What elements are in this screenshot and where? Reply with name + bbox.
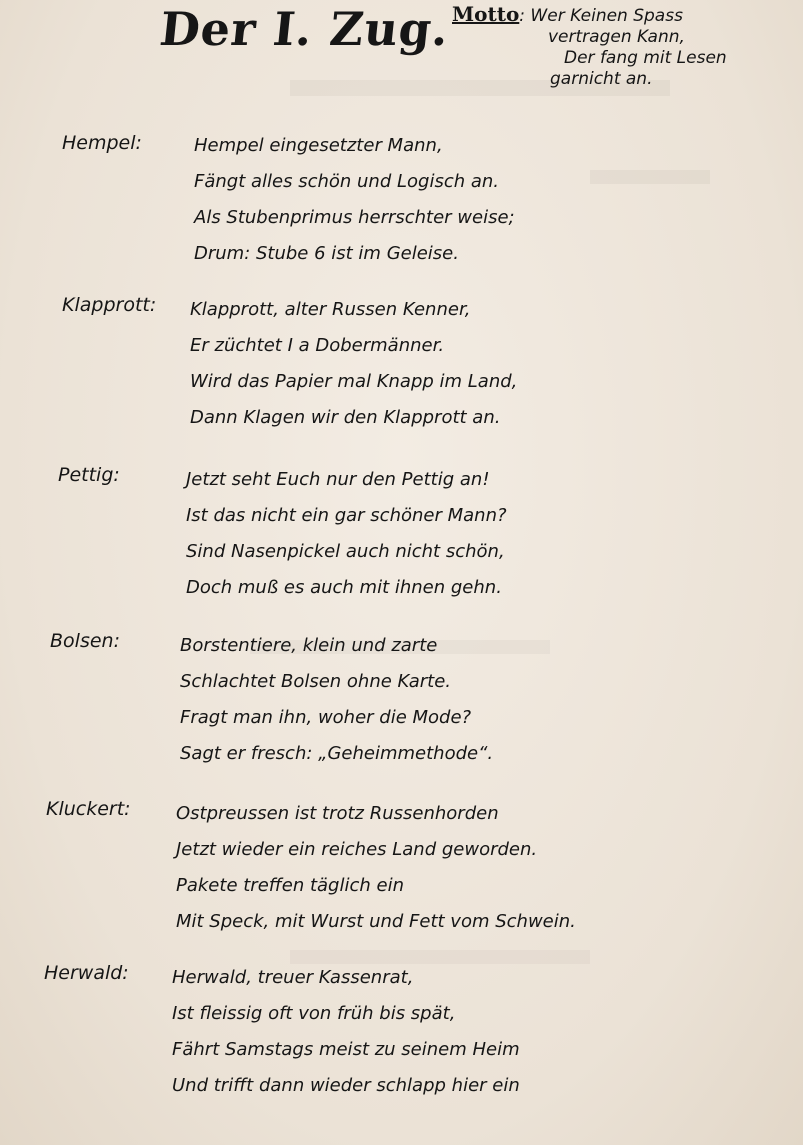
motto-line: vertragen Kann, bbox=[548, 27, 685, 47]
verse-line: Schlachtet Bolsen ohne Karte. bbox=[180, 671, 451, 692]
entry-name: Klapprott: bbox=[62, 294, 157, 316]
verse-line: Pakete treffen täglich ein bbox=[176, 875, 404, 896]
entry-verse bbox=[172, 960, 520, 1104]
motto-line bbox=[452, 4, 792, 27]
verse-line: Hempel eingesetzter Mann, bbox=[194, 135, 443, 156]
verse-line: Klapprott, alter Russen Kenner, bbox=[190, 299, 471, 320]
verse-line: Ist das nicht ein gar schöner Mann? bbox=[186, 505, 507, 526]
entry-name: Kluckert: bbox=[46, 798, 131, 820]
verse-line: Fragt man ihn, woher die Mode? bbox=[180, 707, 472, 728]
motto-text: : Wer Keinen Spass bbox=[519, 6, 683, 26]
entry-name: Herwald: bbox=[44, 962, 129, 984]
verse-line: Sagt er fresch: „Geheimmethode“. bbox=[180, 743, 494, 764]
entry-name: Hempel: bbox=[62, 132, 142, 154]
verse-line: Doch muß es auch mit ihnen gehn. bbox=[186, 577, 502, 598]
verse-line: Drum: Stube 6 ist im Geleise. bbox=[194, 243, 459, 264]
bleed-through-mark bbox=[590, 170, 710, 184]
entry-verse bbox=[194, 128, 515, 272]
verse-line: Ist fleissig oft von früh bis spät, bbox=[172, 1003, 456, 1024]
motto-line: Der fang mit Lesen bbox=[564, 48, 727, 68]
entry-verse bbox=[186, 462, 507, 606]
verse-line: Wird das Papier mal Knapp im Land, bbox=[190, 371, 518, 392]
verse-line: Ostpreussen ist trotz Russenhorden bbox=[176, 803, 499, 824]
verse-line: Er züchtet I a Dobermänner. bbox=[190, 335, 445, 356]
verse-line: Mit Speck, mit Wurst und Fett vom Schwein. bbox=[176, 911, 576, 932]
motto-line: garnicht an. bbox=[550, 69, 653, 89]
entry-verse bbox=[176, 796, 576, 940]
verse-line: Herwald, treuer Kassenrat, bbox=[172, 967, 414, 988]
entry-verse bbox=[180, 628, 493, 772]
entry-name: Pettig: bbox=[58, 464, 120, 486]
entry-name: Bolsen: bbox=[50, 630, 120, 652]
verse-line: Fängt alles schön und Logisch an. bbox=[194, 171, 500, 192]
verse-line: Und trifft dann wieder schlapp hier ein bbox=[172, 1075, 520, 1096]
motto-label: Motto bbox=[452, 2, 520, 26]
page-title: Der I. Zug. bbox=[157, 2, 452, 56]
verse-line: Jetzt seht Euch nur den Pettig an! bbox=[186, 469, 490, 490]
verse-line: Fährt Samstags meist zu seinem Heim bbox=[172, 1039, 520, 1060]
verse-line: Borstentiere, klein und zarte bbox=[180, 635, 438, 656]
verse-line: Als Stubenprimus herrschter weise; bbox=[194, 207, 515, 228]
verse-line: Dann Klagen wir den Klapprott an. bbox=[190, 407, 501, 428]
verse-line: Jetzt wieder ein reiches Land geworden. bbox=[176, 839, 538, 860]
motto bbox=[452, 4, 792, 90]
entry-verse bbox=[190, 292, 517, 436]
verse-line: Sind Nasenpickel auch nicht schön, bbox=[186, 541, 505, 562]
